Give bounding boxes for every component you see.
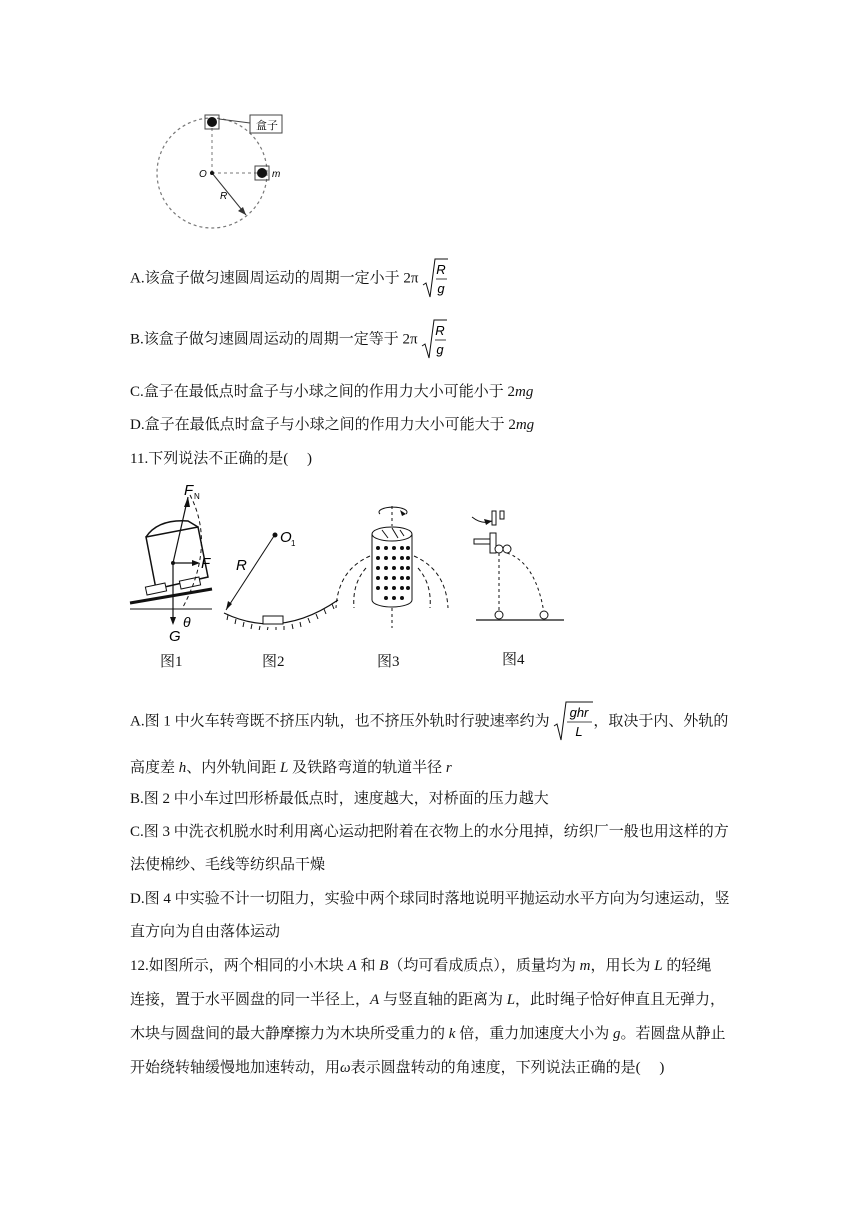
svg-text:g: g [436, 342, 444, 357]
ball-side [257, 168, 267, 178]
figure-1-caption: 图1 [160, 654, 183, 670]
figure-2-caption: 图2 [262, 654, 285, 670]
question-11-stem: 11.下列说法不正确的是( ) [130, 451, 312, 467]
svg-text:ghr: ghr [569, 705, 589, 720]
svg-text:1: 1 [291, 539, 296, 548]
sqrt-r-over-g-icon [421, 318, 447, 362]
option-10a: A.该盒子做匀速圆周运动的周期一定小于 2π R g [130, 257, 448, 301]
option-11c-line2: 法使棉纱、毛线等纺织品干燥 [130, 857, 326, 873]
question-12-line4: 开始绕转轴缓慢地加速转动，用ω表示圆盘转动的角速度，下列说法正确的是( ) [130, 1060, 665, 1076]
svg-text:L: L [575, 724, 583, 739]
label-theta: θ [183, 614, 191, 630]
sqrt-r-over-g-icon [422, 257, 448, 301]
box-circle-figure [150, 105, 320, 255]
sqrt-ghr-over-l-icon [553, 700, 593, 744]
center-dot [210, 171, 214, 175]
option-11a-line2: 高度差 h、内外轨间距 L 及铁路弯道的轨道半径 r [130, 760, 452, 776]
label-fn: F [184, 485, 194, 499]
option-11a-line1: A.图 1 中火车转弯既不挤压内轨，也不挤压外轨时行驶速率约为 ghr L ，取决于内、外轨的 [130, 700, 728, 744]
option-11d-line1: D.图 4 中实验不计一切阻力，实验中两个球同时落地说明平抛运动水平方向为匀速运动，竖 [130, 891, 730, 907]
figure-4-caption: 图4 [502, 652, 525, 668]
svg-text:R: R [436, 262, 446, 277]
option-10c: C.盒子在最低点时盒子与小球之间的作用力大小可能小于 2mg [130, 384, 534, 400]
svg-text:R: R [435, 323, 446, 338]
figure-2-bridge [218, 520, 343, 630]
radius-label: R [220, 191, 228, 202]
label-o1: O [280, 529, 292, 546]
figure-4-projectile [468, 505, 568, 625]
question-12-line3: 木块与圆盘间的最大静摩擦力为木块所受重力的 k 倍，重力加速度大小为 g。若圆盘从静止 [130, 1026, 726, 1042]
figure-3-drum [330, 500, 460, 640]
question-12-line2: 连接，置于水平圆盘的同一半径上，A 与竖直轴的距离为 L，此时绳子恰好伸直且无弹力， [130, 992, 726, 1008]
ball-top [207, 117, 217, 127]
question-12-line1: 12.如图所示，两个相同的小木块 A 和 B（均可看成质点），质量均为 m，用长为 L 的轻绳 [130, 958, 712, 974]
box-label: 盒子 [256, 120, 278, 132]
svg-text:N: N [194, 492, 200, 501]
figure-3-caption: 图3 [377, 654, 400, 670]
figure-1-train [128, 485, 228, 645]
option-11b: B.图 2 中小车过凹形桥最低点时，速度越大，对桥面的压力越大 [130, 791, 549, 807]
option-11c-line1: C.图 3 中洗衣机脱水时利用离心运动把附着在衣物上的水分甩掉，纺织厂一般也用这样的方 [130, 824, 729, 840]
mass-label: m [272, 169, 281, 180]
svg-text:g: g [437, 281, 445, 296]
center-label: O [199, 169, 207, 180]
label-f: F [201, 555, 211, 572]
option-10d: D.盒子在最低点时盒子与小球之间的作用力大小可能大于 2mg [130, 417, 535, 433]
label-r: R [236, 557, 247, 574]
option-10b: B.该盒子做匀速圆周运动的周期一定等于 2π R g [130, 318, 447, 362]
label-g: G [169, 628, 181, 645]
option-11d-line2: 直方向为自由落体运动 [130, 924, 281, 940]
